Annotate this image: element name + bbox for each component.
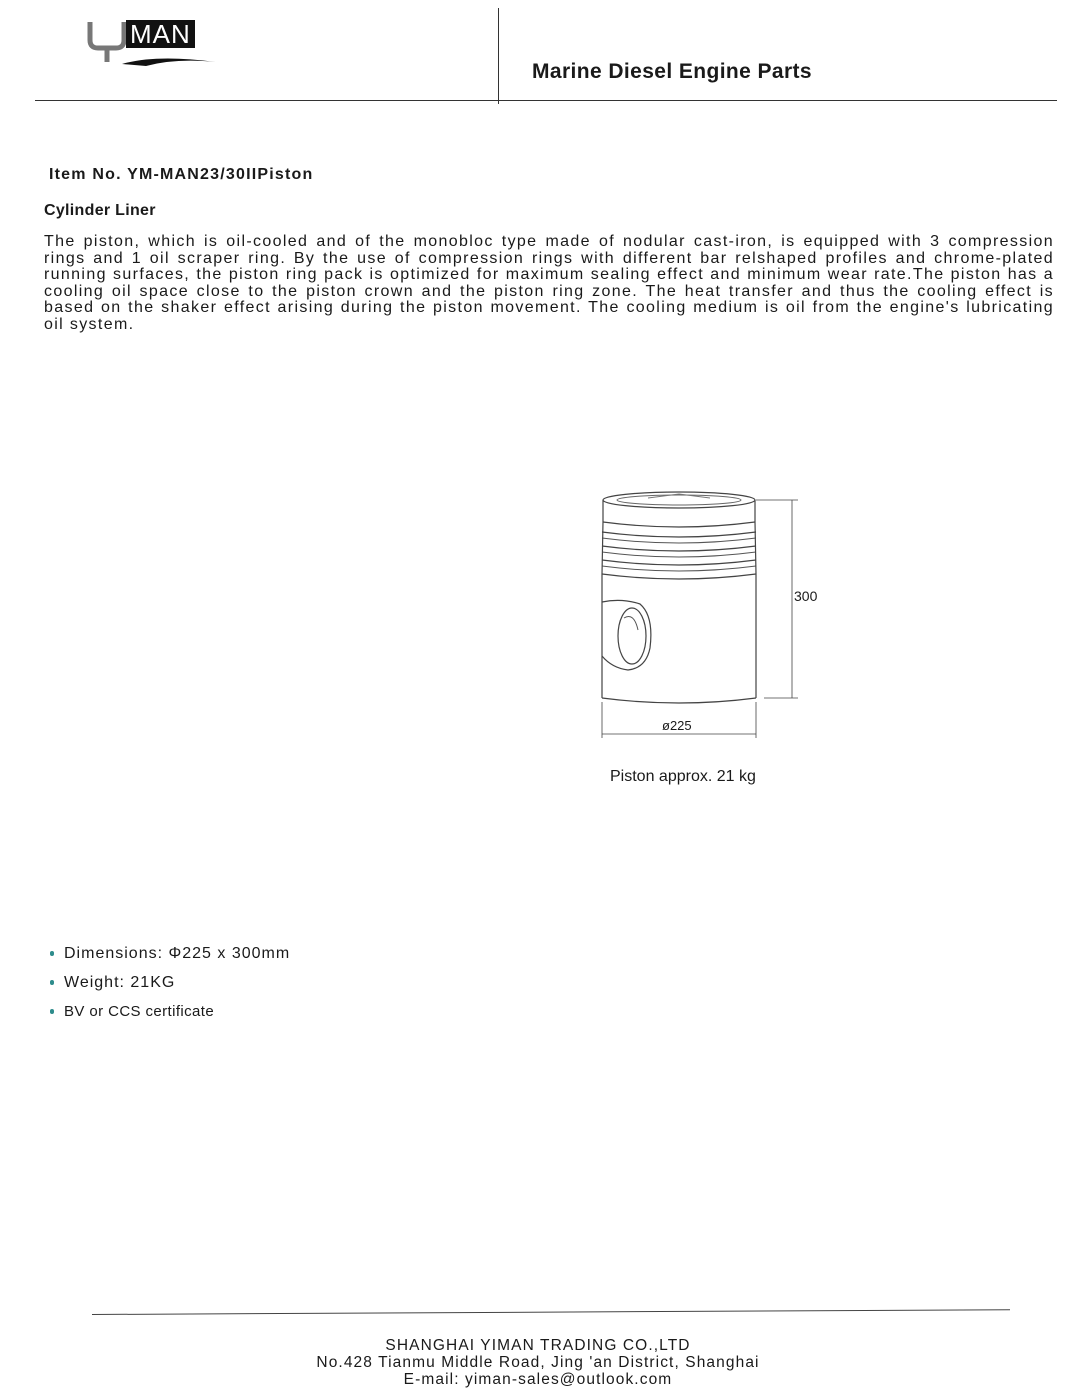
header-divider-horizontal: [35, 100, 1057, 101]
footer-divider: [92, 1309, 1010, 1315]
footer: [0, 1337, 1076, 1388]
height-dimension-label: 300: [794, 588, 818, 604]
header-divider-vertical: [498, 8, 499, 104]
bullet-icon: [50, 980, 54, 985]
item-number: Item No. YM-MAN23/30IIPiston: [49, 166, 314, 183]
list-item: [48, 972, 290, 1001]
footer-email: E-mail: yiman-sales@outlook.com: [403, 1371, 673, 1388]
list-item: [48, 1001, 290, 1030]
logo-text: MAN: [126, 20, 195, 48]
figure-caption: Piston approx. 21 kg: [610, 768, 756, 785]
diameter-dimension-label: ø225: [662, 718, 692, 733]
spec-certificate: BV or CCS certificate: [64, 1003, 215, 1020]
spec-weight: Weight: 21KG: [64, 974, 176, 991]
footer-company: SHANGHAI YIMAN TRADING CO.,LTD: [385, 1337, 691, 1354]
footer-address: No.428 Tianmu Middle Road, Jing 'an District, Shanghai: [316, 1354, 760, 1371]
bullet-icon: [50, 951, 54, 956]
header-title: Marine Diesel Engine Parts: [532, 60, 812, 83]
spec-dimensions: Dimensions: Φ225 x 300mm: [64, 945, 291, 962]
piston-drawing: [588, 480, 838, 740]
product-description: The piston, which is oil-cooled and of the monobloc type made of nodular cast-iron, is equipped with 3 compression rings and 1 oil scraper ring. By the use of compression rings with different bar relshaped profiles and chrome-plated running surfaces, the piston ring pack is optimized for maximum sealing effect and minimum wear rate.The piston has a cooling oil space close to the piston crown and the piston ring zone. The heat transfer and thus the cooling effect is based on the shaker effect arising during the piston movement. The cooling medium is oil from the engine's lubricating oil system.: [44, 233, 1054, 333]
company-logo: [86, 18, 218, 70]
list-item: [48, 943, 290, 972]
bullet-icon: [50, 1009, 54, 1014]
product-subtitle: Cylinder Liner: [44, 202, 156, 219]
spec-list: [48, 943, 290, 1030]
